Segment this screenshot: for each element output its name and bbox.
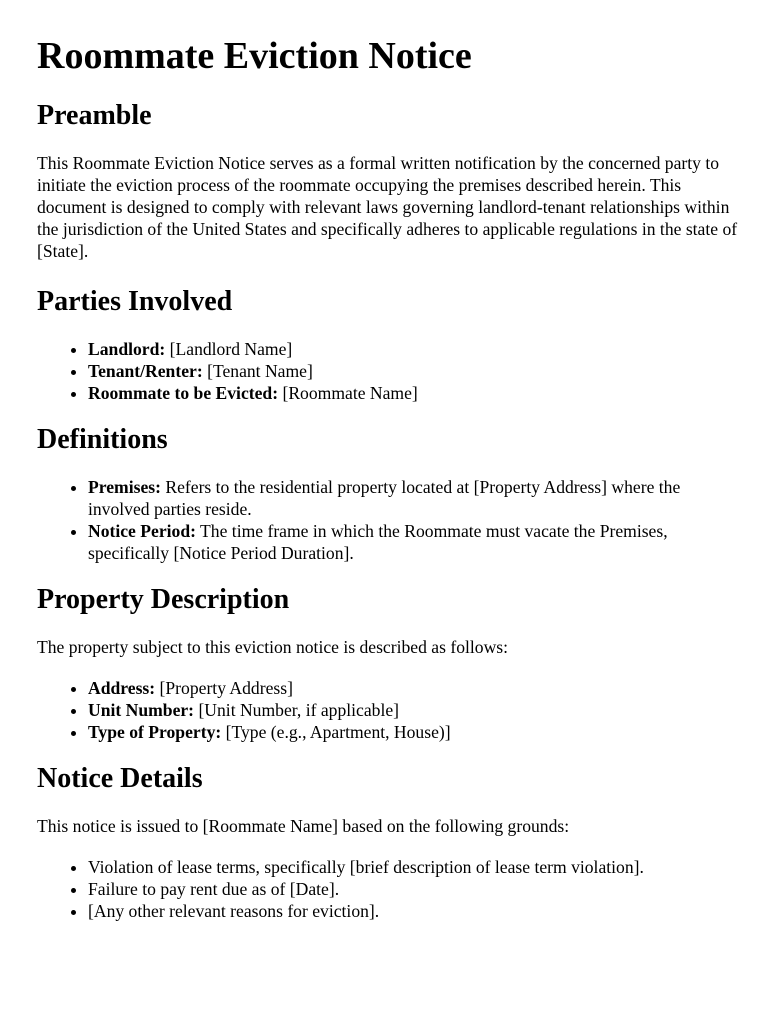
preamble-text: This Roommate Eviction Notice serves as a formal written notification by the concerned party to initiate the eviction process of the roommate occupying the premises described herein. This document is designed to comply with relevant laws governing landlord-tenant relationships within the jurisdiction of the United States and specifically adheres to applicable regulations in the state of [State]. [37,153,738,261]
item-label: Premises: [88,477,161,497]
property-intro: The property subject to this eviction notice is described as follows: [37,637,509,657]
item-value: [Roommate Name] [278,383,418,403]
item-value: Refers to the residential property located at [Property Address] where the involved parties reside. [88,477,681,519]
item-label: Notice Period: [88,521,196,541]
item-label: Type of Property: [88,722,222,742]
section-heading-parties: Parties Involved [37,286,233,317]
item-label: Roommate to be Evicted: [88,383,279,403]
item-value: [Type (e.g., Apartment, House)] [221,722,451,742]
list-item [88,520,740,564]
section-heading-definitions: Definitions [37,424,168,455]
section-heading-notice: Notice Details [37,763,203,794]
document-title: Roommate Eviction Notice [37,35,472,77]
list-item [88,338,740,360]
item-value: [Tenant Name] [202,361,313,381]
item-label: Unit Number: [88,700,195,720]
item-label: Tenant/Renter: [88,361,203,381]
item-value: [Landlord Name] [165,339,293,359]
list-item: • Violation of lease terms, specifically [brief description of lease term violation]. [88,856,740,878]
list-item [88,677,740,699]
list-item [88,699,740,721]
notice-intro: This notice is issued to [Roommate Name] based on the following grounds: [37,816,570,836]
list-item: • Failure to pay rent due as of [Date]. [88,878,740,900]
section-heading-property: Property Description [37,584,290,615]
item-label: Landlord: [88,339,166,359]
item-value: [Property Address] [155,678,293,698]
list-item [88,476,740,520]
list-item [88,360,740,382]
notice-grounds-list [37,856,740,922]
list-item [88,721,740,743]
definitions-list [37,476,740,564]
item-value: [Unit Number, if applicable] [194,700,400,720]
section-heading-preamble: Preamble [37,100,152,131]
property-list [37,677,740,743]
parties-list [37,338,740,404]
item-label: Address: [88,678,156,698]
list-item [88,382,740,404]
list-item: • [Any other relevant reasons for eviction]. [88,900,740,922]
item-value: The time frame in which the Roommate must vacate the Premises, specifically [Notice Period Duration]. [88,521,668,563]
